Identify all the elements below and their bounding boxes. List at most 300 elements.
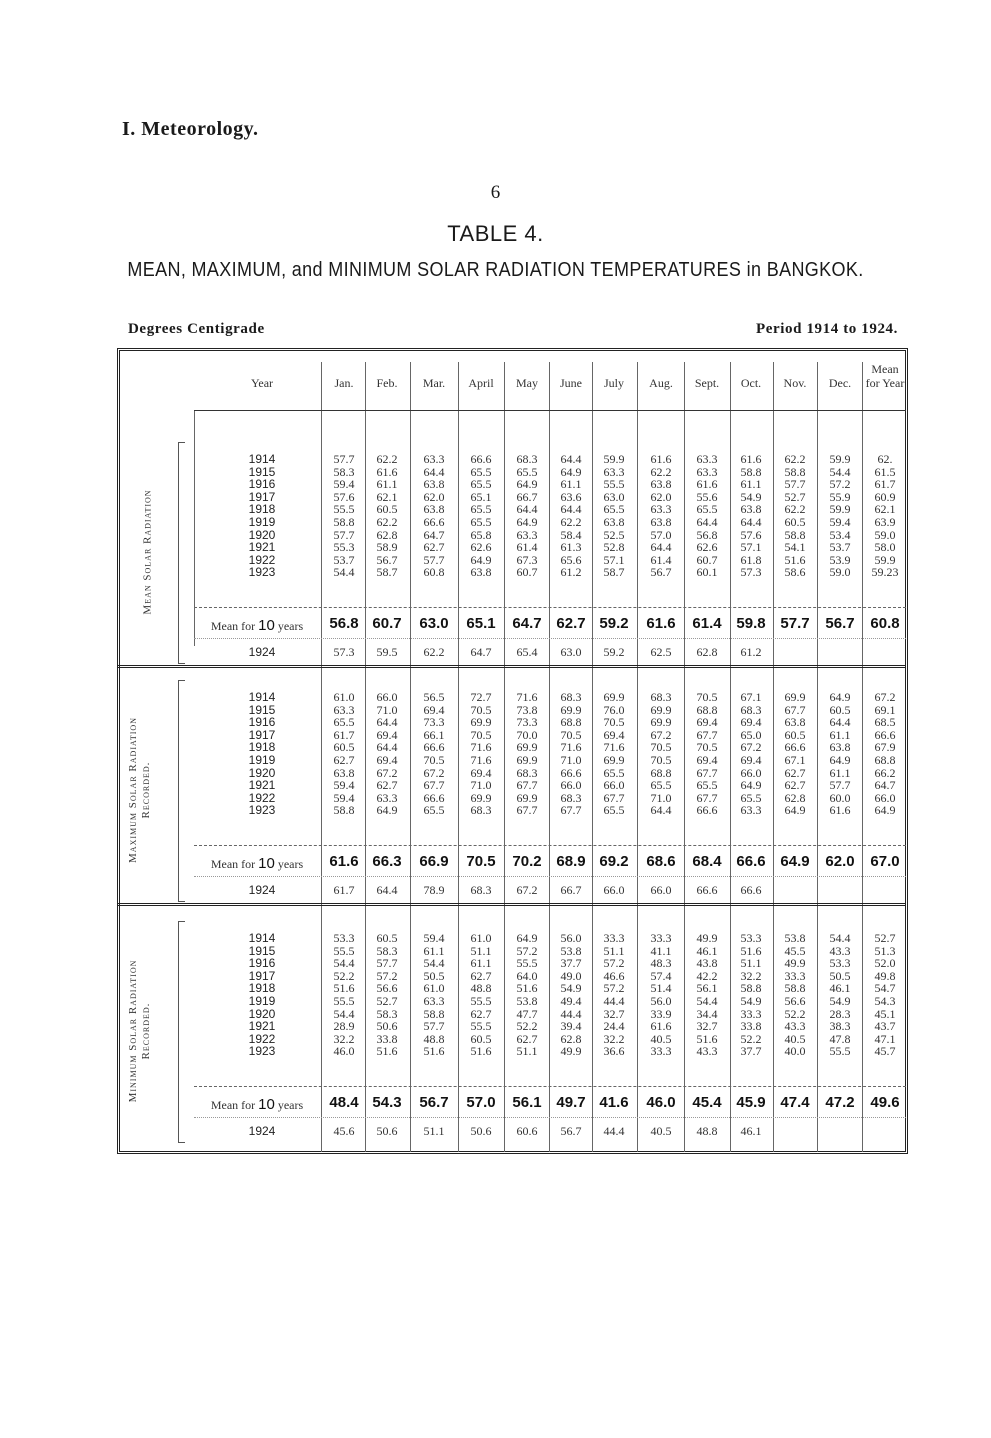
data-cell: 52.2: [516, 1019, 538, 1034]
data-cell: 67.2: [874, 690, 896, 704]
data-cell: 58.0: [874, 540, 896, 555]
data-cell: 60.5: [376, 502, 398, 517]
data-cell: 52.0: [874, 956, 896, 971]
data-cell-1924: 66.7: [560, 883, 582, 897]
data-cell: 65.5: [423, 803, 445, 818]
data-cell: 62.1: [874, 502, 896, 517]
data-cell: 62.: [877, 452, 893, 466]
data-cell: 59.4: [333, 778, 355, 793]
data-cell: 62.8: [376, 527, 398, 542]
data-cell: 24.4: [603, 1019, 625, 1034]
data-cell: 59.4: [333, 790, 355, 805]
row-year: 1923: [248, 565, 276, 580]
data-cell-1924: 78.9: [423, 883, 445, 897]
data-cell: 57.1: [740, 540, 762, 555]
data-cell: 52.2: [740, 1031, 762, 1046]
data-cell: 64.9: [516, 515, 538, 529]
data-cell: 63.3: [376, 790, 398, 805]
column-divider: [321, 362, 322, 1152]
mean-value: 66.3: [372, 853, 402, 870]
row-year-1924: 1924: [248, 645, 276, 659]
data-cell: 43.8: [696, 956, 718, 971]
data-cell: 51.6: [423, 1044, 445, 1059]
data-cell: 63.8: [333, 765, 355, 780]
mean-label: Mean for 10 years: [210, 617, 304, 634]
row-year: 1922: [248, 790, 276, 805]
data-cell: 51.6: [696, 1031, 718, 1046]
mean-value: 60.7: [372, 615, 402, 632]
data-cell-1924: 46.1: [740, 1124, 762, 1138]
row-year: 1920: [248, 527, 276, 542]
data-cell: 58.6: [784, 565, 806, 580]
data-cell: 33.3: [650, 931, 672, 945]
data-cell: 58.8: [333, 803, 355, 818]
data-cell: 66.6: [560, 765, 582, 780]
table-number: TABLE 4.: [447, 221, 544, 246]
data-cell: 58.8: [784, 464, 806, 479]
data-cell: 60.1: [696, 565, 718, 580]
data-cell: 57.2: [603, 956, 625, 971]
data-cell: 66.6: [470, 452, 492, 466]
data-cell: 56.6: [784, 994, 806, 1008]
data-cell: 63.8: [603, 515, 625, 529]
block-separator: [118, 903, 906, 906]
column-header: Aug.: [649, 376, 673, 390]
data-cell: 65.5: [516, 464, 538, 479]
data-cell: 62.8: [784, 790, 806, 805]
data-cell: 59.4: [423, 931, 445, 945]
mean-value: 49.7: [556, 1094, 586, 1111]
data-cell: 32.7: [696, 1019, 718, 1034]
mean-value: 45.9: [736, 1094, 766, 1111]
data-cell: 55.6: [696, 489, 718, 504]
data-cell: 66.2: [874, 765, 896, 780]
data-cell: 46.1: [696, 943, 718, 958]
data-cell: 61.6: [650, 452, 672, 466]
data-cell: 33.3: [603, 931, 625, 945]
data-cell: 51.1: [516, 1044, 538, 1059]
data-cell: 58.7: [376, 565, 398, 580]
data-cell: 69.1: [874, 702, 896, 717]
mean-value: 64.9: [780, 853, 810, 870]
data-cell: 47.8: [829, 1031, 851, 1046]
data-cell: 66.6: [423, 515, 445, 529]
data-cell: 42.2: [696, 968, 718, 983]
row-1924-rule: [194, 638, 906, 639]
section-heading: I. Meteorology.: [122, 118, 259, 140]
table-title: MEAN, MAXIMUM, and MINIMUM SOLAR RADIATION TEMPERATURES in BANGKOK.: [127, 259, 864, 281]
data-cell: 57.0: [650, 527, 672, 542]
data-cell: 60.5: [829, 702, 851, 717]
data-cell: 51.6: [333, 981, 355, 996]
row-year: 1915: [248, 702, 276, 717]
data-cell: 64.4: [650, 803, 672, 818]
mean-value: 62.0: [825, 853, 855, 870]
data-cell-1924: 61.7: [333, 883, 355, 897]
data-cell: 46.1: [829, 981, 851, 996]
data-cell: 57.4: [650, 968, 672, 983]
data-cell: 62.6: [470, 540, 492, 555]
data-cell: 46.6: [603, 968, 625, 983]
data-cell: 54.4: [333, 956, 355, 971]
data-cell: 65.5: [603, 803, 625, 818]
data-cell: 63.8: [829, 740, 851, 755]
data-cell: 55.5: [470, 1019, 492, 1034]
data-cell: 61.1: [829, 765, 851, 780]
row-year: 1918: [248, 740, 276, 755]
data-cell: 59.9: [829, 502, 851, 517]
data-cell: 60.5: [784, 727, 806, 742]
data-cell: 62.7: [376, 778, 398, 793]
data-cell: 62.2: [560, 515, 582, 529]
data-cell: 43.7: [874, 1019, 896, 1034]
row-year: 1916: [248, 715, 276, 730]
data-cell: 55.3: [333, 540, 355, 555]
data-cell: 69.9: [650, 702, 672, 717]
data-cell: 67.2: [376, 765, 398, 780]
data-cell: 61.7: [874, 477, 896, 492]
data-cell: 51.6: [516, 981, 538, 996]
column-header: Sept.: [694, 376, 720, 390]
row-year: 1919: [248, 515, 276, 529]
data-cell: 67.7: [784, 702, 806, 717]
block-brace: [178, 680, 185, 902]
row-year: 1914: [248, 690, 276, 704]
data-cell: 58.3: [376, 1006, 398, 1021]
mean-value: 65.1: [466, 615, 496, 632]
mean-value: 66.9: [419, 853, 449, 870]
data-cell: 61.1: [829, 727, 851, 742]
column-divider: [637, 362, 638, 1152]
data-cell: 57.2: [376, 968, 398, 983]
data-cell: 61.5: [874, 464, 896, 479]
row-year: 1915: [248, 464, 276, 479]
data-cell: 59.4: [829, 515, 851, 529]
data-cell: 62.7: [516, 1031, 538, 1046]
data-cell: 56.6: [376, 981, 398, 996]
data-cell: 57.7: [333, 527, 355, 542]
row-year: 1921: [248, 540, 276, 555]
data-cell: 65.5: [696, 778, 718, 793]
data-cell: 61.6: [740, 452, 762, 466]
data-cell: 61.1: [376, 477, 398, 492]
data-cell: 62.7: [423, 540, 445, 555]
data-cell: 51.1: [603, 943, 625, 958]
data-cell: 61.2: [560, 565, 582, 580]
data-cell: 68.8: [560, 715, 582, 730]
mean-value: 66.6: [736, 853, 766, 870]
data-cell: 49.9: [560, 1044, 582, 1059]
data-cell: 43.3: [829, 943, 851, 958]
row-year: 1915: [248, 943, 276, 958]
mean-value: 59.8: [736, 615, 766, 632]
data-cell: 57.3: [740, 565, 762, 580]
column-header: May: [516, 376, 538, 390]
data-cell: 58.3: [376, 943, 398, 958]
data-cell-1924: 57.3: [333, 645, 355, 659]
data-cell: 49.9: [696, 931, 718, 945]
mean-value: 69.2: [599, 853, 629, 870]
data-cell: 50.5: [423, 968, 445, 983]
data-cell: 53.9: [829, 552, 851, 567]
data-cell: 70.5: [560, 727, 582, 742]
data-cell: 56.0: [560, 931, 582, 945]
data-cell: 64.4: [740, 515, 762, 529]
data-cell: 54.4: [333, 1006, 355, 1021]
data-cell: 69.9: [470, 715, 492, 730]
data-cell: 54.7: [874, 981, 896, 996]
row-year: 1923: [248, 1044, 276, 1059]
data-cell: 63.8: [784, 715, 806, 730]
data-cell: 67.7: [603, 790, 625, 805]
data-cell: 57.6: [333, 489, 355, 504]
data-cell: 55.5: [603, 477, 625, 492]
block-label: [127, 717, 153, 863]
data-cell-1924: 64.4: [376, 883, 398, 897]
data-cell: 40.0: [784, 1044, 806, 1059]
data-cell: 62.7: [784, 778, 806, 793]
data-cell: 59.9: [874, 552, 896, 567]
mean-value: 70.5: [466, 853, 496, 870]
data-cell: 72.7: [470, 690, 492, 704]
data-cell: 54.4: [829, 464, 851, 479]
data-cell: 49.4: [560, 994, 582, 1008]
data-cell-1924: 50.6: [470, 1124, 492, 1138]
data-cell: 59.0: [874, 527, 896, 542]
data-cell: 50.6: [376, 1019, 398, 1034]
data-cell-1924: 40.5: [650, 1124, 672, 1138]
data-cell: 64.4: [423, 464, 445, 479]
data-cell: 51.6: [376, 1044, 398, 1059]
mean-value: 67.0: [870, 853, 900, 870]
mean-value: 61.6: [646, 615, 676, 632]
data-cell: 61.6: [829, 803, 851, 818]
data-cell: 53.8: [784, 931, 806, 945]
mean-value: 54.3: [372, 1094, 402, 1111]
data-cell: 54.4: [696, 994, 718, 1008]
row-1924-rule: [194, 1117, 906, 1118]
data-cell: 60.5: [376, 931, 398, 945]
data-cell: 32.2: [603, 1031, 625, 1046]
mean-value: 60.8: [870, 615, 900, 632]
mean-value: 61.6: [329, 853, 359, 870]
data-cell: 55.5: [333, 943, 355, 958]
data-cell: 62.2: [784, 452, 806, 466]
data-cell: 66.1: [423, 727, 445, 742]
data-cell: 65.5: [470, 464, 492, 479]
data-cell: 51.3: [874, 943, 896, 958]
data-cell: 65.5: [470, 502, 492, 517]
data-cell: 63.8: [423, 502, 445, 517]
data-cell: 60.0: [829, 790, 851, 805]
data-cell: 40.5: [784, 1031, 806, 1046]
data-cell: 57.7: [784, 477, 806, 492]
data-cell: 58.8: [740, 464, 762, 479]
data-cell: 53.8: [516, 994, 538, 1008]
data-cell: 58.4: [560, 527, 582, 542]
data-cell: 46.0: [333, 1044, 355, 1059]
data-cell: 63.8: [650, 515, 672, 529]
data-cell: 62.7: [470, 1006, 492, 1021]
row-year: 1916: [248, 956, 276, 971]
data-cell: 44.4: [560, 1006, 582, 1021]
data-cell: 40.5: [650, 1031, 672, 1046]
data-cell: 61.6: [376, 464, 398, 479]
mean-value: 49.6: [870, 1094, 900, 1111]
data-cell: 51.1: [740, 956, 762, 971]
data-cell: 33.8: [740, 1019, 762, 1034]
data-cell: 38.3: [829, 1019, 851, 1034]
mean-value: 47.2: [825, 1094, 855, 1111]
data-cell: 64.9: [516, 477, 538, 492]
data-cell: 69.9: [784, 690, 806, 704]
data-cell: 28.9: [333, 1019, 355, 1034]
data-cell: 67.2: [740, 740, 762, 755]
data-cell: 62.0: [650, 489, 672, 504]
data-cell: 61.1: [423, 943, 445, 958]
data-cell: 39.4: [560, 1019, 582, 1034]
data-cell: 53.7: [333, 552, 355, 567]
data-cell: 63.3: [696, 452, 718, 466]
row-year: 1922: [248, 552, 276, 567]
data-cell: 64.9: [829, 753, 851, 767]
data-cell: 54.9: [740, 994, 762, 1008]
mean-value: 41.6: [599, 1094, 629, 1111]
mean-value: 56.7: [825, 615, 855, 632]
data-cell: 45.5: [784, 943, 806, 958]
data-cell: 58.3: [333, 464, 355, 479]
data-cell: 63.0: [603, 489, 625, 504]
data-cell-1924: 61.2: [740, 645, 762, 659]
data-cell: 63.8: [650, 477, 672, 492]
column-header: Mean for Year: [865, 362, 905, 390]
block-brace: [178, 921, 185, 1143]
data-cell: 64.4: [516, 502, 538, 517]
data-cell: 71.6: [470, 740, 492, 755]
data-cell: 70.5: [696, 690, 718, 704]
data-cell: 55.5: [333, 994, 355, 1008]
data-cell: 33.3: [650, 1044, 672, 1059]
mean-value: 64.7: [512, 615, 542, 632]
data-cell: 67.7: [516, 778, 538, 793]
data-cell: 55.9: [829, 489, 851, 504]
data-cell: 37.7: [740, 1044, 762, 1059]
row-year: 1918: [248, 981, 276, 996]
data-cell: 69.4: [376, 727, 398, 742]
data-cell: 64.4: [376, 740, 398, 755]
mean-value: 56.8: [329, 615, 359, 632]
row-year: 1922: [248, 1031, 276, 1046]
row-year: 1914: [248, 931, 276, 945]
data-cell: 68.3: [740, 702, 762, 717]
data-cell: 70.5: [603, 715, 625, 730]
column-header: July: [603, 376, 624, 390]
data-cell: 68.8: [874, 753, 896, 767]
data-cell: 53.3: [829, 956, 851, 971]
data-cell: 71.6: [516, 690, 538, 704]
column-header-year: Year: [250, 376, 274, 390]
data-cell: 65.5: [470, 477, 492, 492]
data-cell: 63.3: [423, 994, 445, 1008]
block-label: [142, 489, 155, 614]
mean-label: Mean for 10 years: [210, 1096, 304, 1113]
data-cell: 69.4: [470, 765, 492, 780]
mean-value: 56.1: [512, 1094, 542, 1111]
row-year: 1921: [248, 778, 276, 793]
data-cell: 57.6: [740, 527, 762, 542]
data-cell: 59.0: [829, 565, 851, 580]
data-cell-1924: 45.6: [333, 1124, 355, 1138]
data-cell: 59.9: [829, 452, 851, 466]
data-cell: 60.7: [516, 565, 538, 580]
data-cell-1924: 68.3: [470, 883, 492, 897]
data-cell: 34.4: [696, 1006, 718, 1021]
row-year: 1920: [248, 1006, 276, 1021]
row-year: 1917: [248, 727, 276, 742]
column-header: June: [560, 376, 582, 390]
data-cell: 33.3: [784, 968, 806, 983]
data-cell: 64.9: [376, 803, 398, 818]
data-cell: 61.4: [650, 552, 672, 567]
data-cell: 63.9: [874, 515, 896, 529]
data-cell: 73.3: [516, 715, 538, 730]
data-cell: 57.7: [333, 452, 355, 466]
data-cell: 64.7: [423, 527, 445, 542]
data-cell: 56.1: [696, 981, 718, 996]
data-cell: 58.9: [376, 540, 398, 555]
data-cell: 65.8: [470, 527, 492, 542]
data-cell: 54.1: [784, 540, 806, 555]
row-year: 1920: [248, 765, 276, 780]
data-cell: 68.3: [560, 690, 582, 704]
data-cell: 43.3: [696, 1044, 718, 1059]
data-cell: 54.9: [829, 994, 851, 1008]
data-cell: 64.9: [516, 931, 538, 945]
data-cell: 64.9: [784, 803, 806, 818]
data-cell: 49.0: [560, 968, 582, 983]
data-cell: 61.3: [560, 540, 582, 555]
data-cell: 62.2: [376, 452, 398, 466]
data-cell: 63.3: [516, 527, 538, 542]
data-cell: 55.5: [333, 502, 355, 517]
data-cell: 62.6: [696, 540, 718, 555]
data-cell: 65.5: [333, 715, 355, 730]
data-cell: 64.4: [829, 715, 851, 730]
data-cell: 66.6: [696, 803, 718, 818]
data-cell: 69.9: [516, 790, 538, 805]
data-cell: 50.5: [829, 968, 851, 983]
data-cell: 64.9: [874, 803, 896, 818]
data-cell-1924: 64.7: [470, 645, 492, 659]
mean-value: 57.7: [780, 615, 810, 632]
data-cell: 69.9: [650, 715, 672, 730]
block-label-line: Mean Solar Radiation: [141, 489, 154, 615]
data-cell: 61.1: [470, 956, 492, 971]
row-year: 1923: [248, 803, 276, 818]
data-cell: 66.7: [516, 489, 538, 504]
data-cell: 56.7: [376, 552, 398, 567]
block-separator: [118, 665, 906, 668]
column-header: April: [468, 376, 494, 390]
data-cell: 61.0: [333, 690, 355, 704]
data-cell: 61.0: [423, 981, 445, 996]
data-cell: 67.7: [516, 803, 538, 818]
data-cell: 62.2: [784, 502, 806, 517]
data-cell: 61.6: [696, 477, 718, 492]
column-header: Feb.: [376, 376, 398, 390]
data-cell: 48.3: [650, 956, 672, 971]
data-cell: 62.7: [784, 765, 806, 780]
